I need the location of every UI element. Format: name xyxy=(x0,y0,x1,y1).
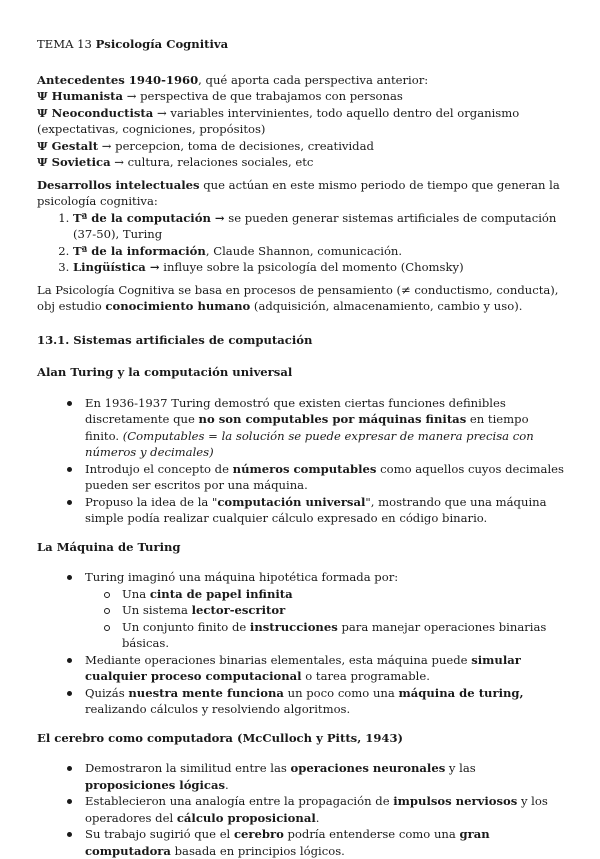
antecedentes-block xyxy=(37,72,564,171)
list-item: 2. Tª de la información, Claude Shannon, comunicación. xyxy=(73,243,564,260)
cerebro-list xyxy=(37,760,564,859)
turing-heading: Alan Turing y la computación universal xyxy=(37,365,293,379)
desarrollos-intro: Desarrollos intelectuales que actúan en este mismo periodo de tiempo que generan la psicología cognitiva: xyxy=(37,177,560,208)
desarrollos-block xyxy=(37,177,564,276)
list-item: Demostraron la similitud entre las operaciones neuronales y las proposiciones lógicas. xyxy=(74,760,564,793)
antecedentes-intro: Antecedentes 1940-1960, qué aporta cada perspectiva anterior: xyxy=(37,72,429,87)
list-item: Introdujo el concepto de números computables como aquellos cuyos decimales pueden ser escritos por una máquina. xyxy=(74,461,564,494)
list-item: Turing imaginó una máquina hipotética formada por: Una cinta de papel infinita Un sistema lector-escritor Un conjunto finito de instrucciones para manejar operaciones binarias básicas. xyxy=(74,569,564,652)
maquina-heading: La Máquina de Turing xyxy=(37,539,181,554)
desarrollos-list xyxy=(37,210,564,276)
list-item: Mediante operaciones binarias elementales, esta máquina puede simular cualquier proceso computacional o tarea programable. xyxy=(74,652,564,685)
list-item: 3. Lingüística → influye sobre la psicología del momento (Chomsky) xyxy=(73,259,564,276)
intro-paragraph: La Psicología Cognitiva se basa en procesos de pensamiento (≠ conductismo, conducta), obj estudio conocimiento humano (adquisición, almacenamiento, cambio y uso). xyxy=(37,282,559,313)
list-item: 1. Tª de la computación → se pueden generar sistemas artificiales de computación (37-50), Turing xyxy=(73,210,564,243)
document-title: TEMA 13 Psicología Cognitiva xyxy=(37,37,229,51)
section-title: 13.1. Sistemas artificiales de computación xyxy=(37,332,313,347)
antecedente-gestalt: Ψ Gestalt → percepcion, toma de decisiones, creatividad xyxy=(37,138,374,153)
antecedente-neoconductista: Ψ Neoconductista → variables intervinientes, todo aquello dentro del organismo (expectativas, cogniciones, propósitos) xyxy=(37,105,520,136)
list-item: Quizás nuestra mente funciona un poco como una máquina de turing, realizando cálculos y resolviendo algoritmos. xyxy=(74,685,564,718)
antecedente-humanista: Ψ Humanista → perspectiva de que trabajamos con personas xyxy=(37,89,403,103)
list-item: Propuso la idea de la "computación universal", mostrando que una máquina simple podía realizar cualquier cálculo expresado en código binario. xyxy=(74,494,564,527)
list-item: Establecieron una analogía entre la propagación de impulsos nerviosos y los operadores del cálculo proposicional. xyxy=(74,793,564,826)
turing-list xyxy=(37,395,564,527)
cerebro-heading: El cerebro como computadora (McCulloch y Pitts, 1943) xyxy=(37,730,404,745)
maquina-sublist xyxy=(85,586,564,652)
list-item: Un sistema lector-escritor xyxy=(111,602,564,619)
list-item: Una cinta de papel infinita xyxy=(111,586,564,603)
list-item: Su trabajo sugirió que el cerebro podría entenderse como una gran computadora basada en principios lógicos. xyxy=(74,826,564,859)
antecedente-sovietica: Ψ Sovietica → cultura, relaciones sociales, etc xyxy=(37,155,314,169)
list-item: En 1936-1937 Turing demostró que existen ciertas funciones definibles discretamente que no son computables por máquinas finitas en tiempo finito. (Computables = la solución se puede expresar de manera precisa con números y decimales) xyxy=(74,395,564,461)
maquina-list xyxy=(37,569,564,718)
list-item: Un conjunto finito de instrucciones para manejar operaciones binarias básicas. xyxy=(111,619,564,652)
